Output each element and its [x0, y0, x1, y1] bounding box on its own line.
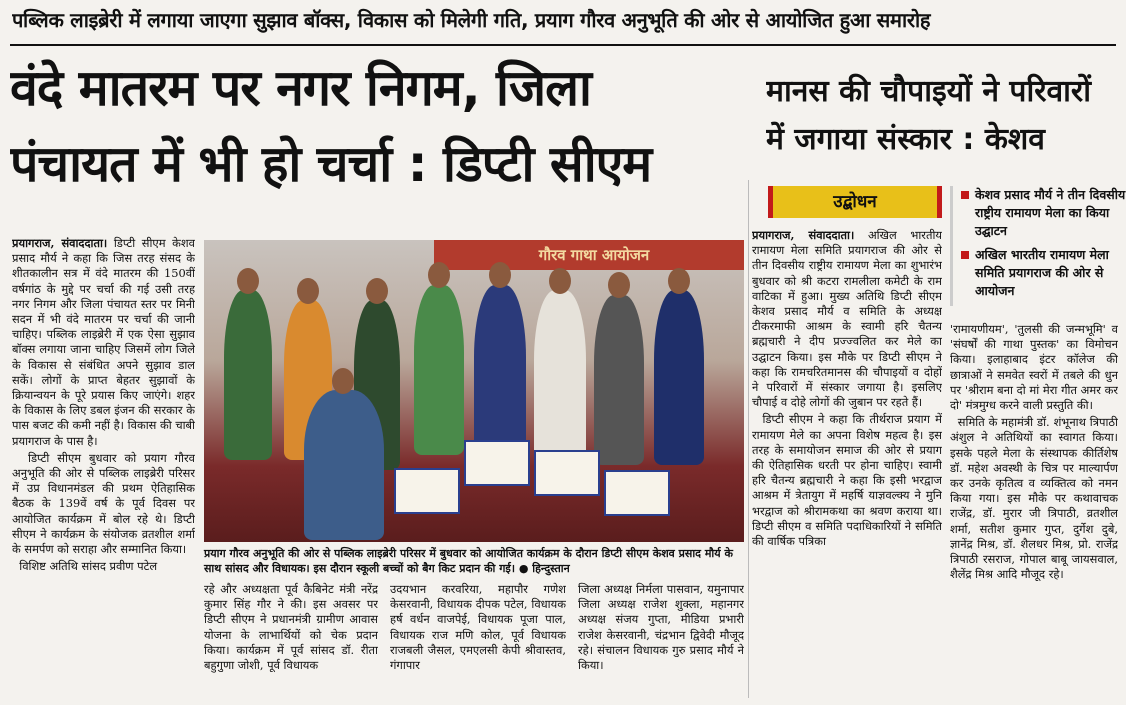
- highlight-item: अखिल भारतीय रामायण मेला समिति प्रयागराज की ओर से आयोजन: [961, 246, 1126, 300]
- photo-certificate: [604, 470, 670, 516]
- photo-person: [474, 285, 526, 465]
- column-divider: [748, 180, 749, 698]
- paragraph: समिति के महामंत्री डॉ. शंभूनाथ त्रिपाठी अंशुल ने अतिथियों का स्वागत किया। इसके पहले मेला के संस्थापक कीर्तिशेष डॉ. महेश अवस्थी के चित्र पर माल्यार्पण कर उनके कृतित्व व व्यक्तित्व को नमन किया गया। इस मौके पर कथावाचक राजेंद्र, डॉ. मुरार जी त्रिपाठी, व्रतशील शर्मा, सतीश कुमार गुप्त, दुर्गेश दुबे, ज्ञानेंद्र मिश्र, डॉ. शैलधर मिश्र, प्रो. राजेंद्र त्रिपाठी रसराज, गोपाल बाबू जायसवाल, शैलेंद्र मिश्र आदि मौजूद रहे।: [950, 415, 1118, 582]
- side-headline: [766, 68, 1116, 164]
- photo-certificate: [394, 468, 460, 514]
- side-story-column-1: [752, 228, 942, 698]
- main-headline: [10, 50, 750, 202]
- main-story-column-4: जिला अध्यक्ष निर्मला पासवान, यमुनापार जिला अध्यक्ष राजेश शुक्ला, महानगर अध्यक्ष संजय गुप्ता, मीडिया प्रभारी राजेश केसरवानी, चंद्रभान द्विवेदी मौजूद रहे। संचालन विधायक गुरु प्रसाद मौर्य ने किया।: [578, 582, 744, 673]
- photo-person: [414, 285, 464, 455]
- paragraph: विशिष्ट अतिथि सांसद प्रवीण पटेल: [19, 559, 158, 574]
- side-headline-line1: मानस की चौपाइयों ने परिवारों: [766, 74, 1091, 109]
- photo-banner: गौरव गाथा आयोजन: [434, 240, 744, 270]
- photo-person: [224, 290, 272, 460]
- paragraph: डिप्टी सीएम बुधवार को प्रयाग गौरव अनुभूति की ओर से पब्लिक लाइब्रेरी परिसर में उप्र विधानमंडल की प्रथम ऐतिहासिक बैठक के 139वें वर्ष के पूर्व दिवस पर आयोजित कार्यक्रम में बोल रहे थे। डिप्टी सीएम ने कार्यक्रम के संयोजक व्रतशील शर्मा के समर्पण को सराहा और सम्मानित किया।: [12, 450, 195, 557]
- kicker-headline: पब्लिक लाइब्रेरी में लगाया जाएगा सुझाव बॉक्स, विकास को मिलेगी गति, प्रयाग गौरव अनुभूति की ओर से आयोजित हुआ समारोह: [12, 8, 931, 32]
- event-photo: [204, 240, 744, 542]
- photo-caption: प्रयाग गौरव अनुभूति की ओर से पब्लिक लाइब्रेरी परिसर में बुधवार को आयोजित कार्यक्रम के दौरान डिप्टी सीएम केशव प्रसाद मौर्य के साथ सांसद और विधायक। इस दौरान स्कूली बच्चों को बैग किट प्रदान की गई। ● हिन्दुस्तान: [204, 547, 733, 575]
- photo-person: [304, 390, 384, 540]
- photo-person: [594, 295, 644, 465]
- main-headline-line1: वंदे मातरम पर नगर निगम, जिला: [10, 59, 591, 117]
- highlights-box: [950, 186, 1126, 306]
- photo-certificate: [534, 450, 600, 496]
- highlight-item: केशव प्रसाद मौर्य ने तीन दिवसीय राष्ट्रीय रामायण मेला का किया उद्घाटन: [961, 186, 1126, 240]
- section-tag: उद्बोधन: [768, 186, 942, 218]
- top-rule: [10, 44, 1116, 46]
- paragraph: 'रामायणीयम', 'तुलसी की जन्मभूमि' व 'संघर्षों की गाथा पुस्तक' का विमोचन किया। इलाहाबाद इंटर कॉलेज की छात्राओं ने समवेत स्वरों में तबले की धुन पर 'श्रीराम बना दो मां मेरा गीत अमर कर दो' मंत्रमुग्ध करने वाली प्रस्तुति की।: [950, 322, 1118, 413]
- main-story-column-2: रहे और अध्यक्षता पूर्व कैबिनेट मंत्री नरेंद्र कुमार सिंह गौर ने की। इस अवसर पर डिप्टी सीएम ने प्रधानमंत्री ग्रामीण आवास योजना के लाभार्थियों को चेक प्रदान किया। कार्यक्रम में पूर्व सांसद डॉ. रीता बहुगुणा जोशी, पूर्व विधायक: [204, 582, 378, 673]
- main-story-column-3: उदयभान करवरिया, महापौर गणेश केसरवानी, विधायक दीपक पटेल, विधायक हर्ष वर्धन वाजपेई, विधायक पूजा पाल, विधायक राज मणि कोल, पूर्व विधायक राजबली जैसल, एमएलसी केपी श्रीवास्तव, गंगापार: [390, 582, 566, 673]
- main-headline-line2: पंचायत में भी हो चर्चा : डिप्टी सीएम: [10, 135, 652, 193]
- paragraph: प्रयागराज, संवाददाता। डिप्टी सीएम केशव प्रसाद मौर्य ने कहा कि जिस तरह संसद के शीतकालीन सत्र में वंदे मातरम की 150वीं वर्षगांठ के मुद्दे पर चर्चा की गई उसी तरह नगर निगम और जिला पंचायत स्तर पर मिनी सदन में भी वंदे मातरम पर चर्चा की जानी चाहिए। पब्लिक लाइब्रेरी में एक ऐसा सुझाव बॉक्स लगाया जाना चाहिए जिसमें लोग जिले के विकास से संबंधित अपने सुझाव डाल सकें। लोगों के प्राप्त बेहतर सुझावों के क्रियान्वयन के पूरे प्रयास किए जाएंगे। शहर के विकास के लिए डबल इंजन की सरकार के पास बजट की कमी नहीं है। विकास की चाबी प्रयागराज के पास है।: [12, 236, 195, 448]
- side-story-column-2: [950, 322, 1118, 698]
- main-story-column-1: [12, 236, 195, 698]
- paragraph: डिप्टी सीएम ने कहा कि तीर्थराज प्रयाग में रामायण मेले का अपना विशेष महत्व है। इस तरह के समायोजन समाज की ओर से प्रयाग की ऐतिहासिक धरती पर होना चाहिए। स्वामी हरि चैतन्य ब्रह्मचारी ने कहा कि इसी भरद्वाज आश्रम में त्रेतायुग में महर्षि याज्ञवल्क्य ने मुनि भरद्वाज को श्रीरामकथा का श्रवण कराया था। डिप्टी सीएम व समिति पदाधिकारियों ने समिति की वार्षिक पत्रिका: [752, 412, 942, 549]
- photo-person: [654, 290, 704, 465]
- paragraph: प्रयागराज, संवाददाता। अखिल भारतीय रामायण मेला समिति प्रयागराज की ओर से तीन दिवसीय राष्ट्रीय रामायण मेला का शुभारंभ बुधवार को श्री कटरा रामलीला कमेटी के राम वाटिका में हुआ। मुख्य अतिथि डिप्टी सीएम केशव प्रसाद मौर्य व समिति के अध्यक्ष टीकरमाफी आश्रम के स्वामी हरि चैतन्य ब्रह्मचारी ने दीप प्रज्ज्वलित कर मेले का उद्घाटन किया। इस मौके पर डिप्टी सीएम ने कहा कि रामचरितमानस की चौपाइयों व दोहों ने परिवारों में संस्कार जगाया है। इसलिए चौपाई व दोहे लोगों की जुबान पर रहते हैं।: [752, 228, 942, 410]
- bullet-square-icon: [961, 251, 969, 259]
- side-headline-line2: में जगाया संस्कार : केशव: [766, 122, 1045, 157]
- photo-person: [534, 290, 586, 465]
- photo-certificate: [464, 440, 530, 486]
- bullet-square-icon: [961, 191, 969, 199]
